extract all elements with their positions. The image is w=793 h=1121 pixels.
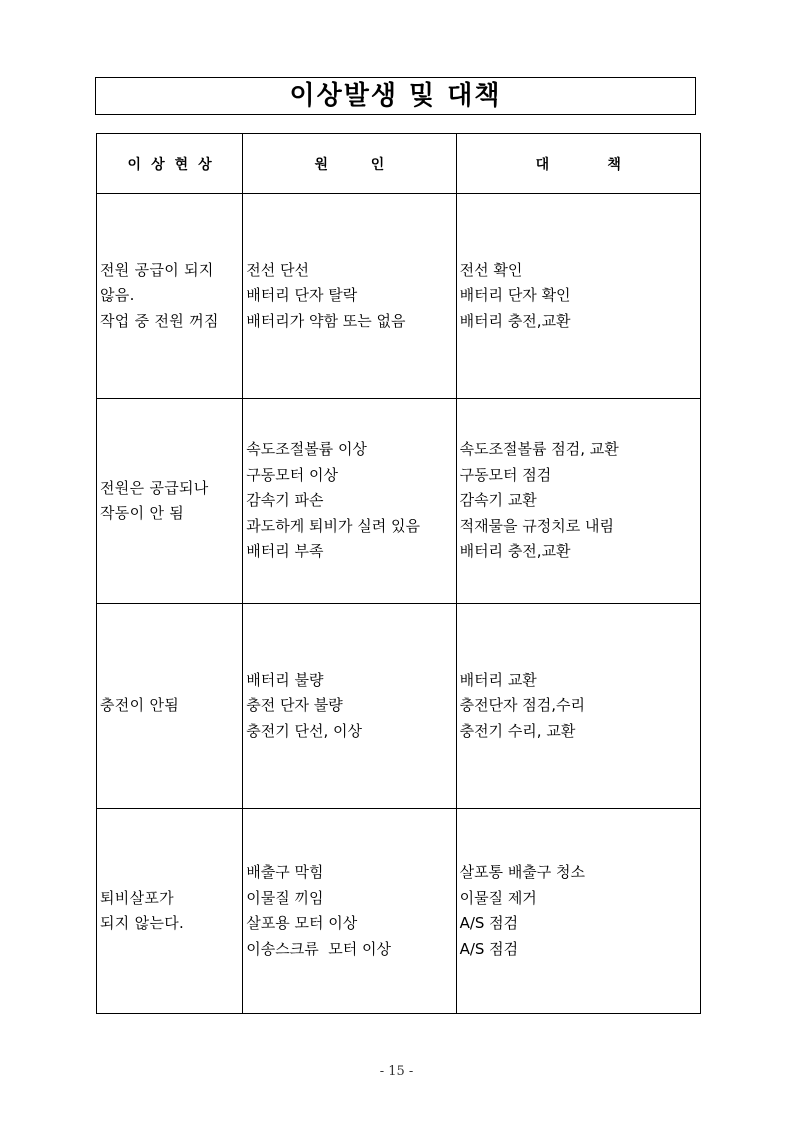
title-box [95, 77, 696, 115]
table-row [97, 399, 701, 604]
header-char: 대 [535, 156, 550, 173]
cause-line: 배터리 부족 [246, 542, 324, 561]
action-cell [456, 194, 700, 399]
page-number: - 15 - [379, 1064, 414, 1079]
action-line: 충전단자 점검,수리 [459, 696, 586, 715]
cause-line: 구동모터 이상 [246, 465, 338, 484]
action-cell [456, 809, 700, 1014]
header-char: 이 [127, 156, 142, 173]
symptom-line: 전원은 공급되나 [100, 478, 209, 497]
symptom-cell [97, 809, 243, 1014]
symptom-cell [97, 604, 243, 809]
action-line: A/S 점검 [459, 939, 519, 958]
header-symptom [97, 134, 243, 194]
cause-line: 배출구 막힘 [246, 863, 324, 881]
action-line: 배터리 교환 [459, 670, 537, 689]
symptom-line: 충전이 안됨 [100, 696, 180, 715]
header-char: 상 [198, 156, 212, 173]
cause-line: 배터리 단자 탈락 [246, 286, 358, 305]
symptom-cell [97, 194, 243, 399]
symptom-line: 않음. [100, 286, 135, 305]
action-line: 충전기 수리, 교환 [459, 721, 576, 740]
header-char: 인 [370, 156, 385, 173]
cause-line: 이송스크류 모터 이상 [246, 939, 391, 958]
page-title: 이상발생 및 대책 [289, 81, 502, 111]
table-header-row [97, 134, 701, 194]
action-line: 속도조절볼륨 점검, 교환 [459, 440, 619, 459]
action-line: 살포통 배출구 청소 [459, 863, 586, 881]
action-cell [456, 604, 700, 809]
cause-line: 전선 단선 [246, 260, 309, 279]
cause-cell [243, 604, 456, 809]
symptom-line: 작업 중 전원 꺼짐 [100, 311, 219, 330]
cause-cell [243, 809, 456, 1014]
table-row [97, 604, 701, 809]
cause-line: 배터리가 약함 또는 없음 [246, 311, 406, 330]
header-cause [243, 134, 456, 194]
symptom-line: 되지 않는다. [100, 914, 185, 932]
header-char: 상 [151, 156, 165, 173]
cause-line: 속도조절볼륨 이상 [246, 440, 367, 459]
cause-line: 충전 단자 불량 [246, 696, 343, 715]
header-action [456, 134, 700, 194]
cause-cell [243, 399, 456, 604]
cause-line: 이물질 끼임 [246, 888, 324, 907]
table-row [97, 809, 701, 1014]
action-line: 전선 확인 [459, 260, 523, 279]
action-line: 배터리 충전,교환 [459, 542, 571, 561]
action-line: 감속기 교환 [459, 491, 537, 510]
header-char: 원 [314, 156, 329, 173]
symptom-line: 퇴비살포가 [100, 888, 174, 907]
symptom-cell [97, 399, 243, 604]
action-line: A/S 점검 [459, 914, 519, 932]
symptom-line: 전원 공급이 되지 [100, 260, 214, 279]
action-line: 적재물을 규정치로 내림 [459, 516, 615, 535]
cause-cell [243, 194, 456, 399]
troubleshooting-table [96, 133, 701, 1014]
cause-line: 감속기 파손 [246, 491, 324, 510]
table-row [97, 194, 701, 399]
header-char: 책 [607, 156, 621, 173]
header-char: 현 [174, 156, 189, 173]
action-line: 배터리 충전,교환 [459, 311, 571, 330]
action-line: 이물질 제거 [459, 888, 537, 907]
cause-line: 배터리 불량 [246, 670, 324, 689]
cause-line: 과도하게 퇴비가 실려 있음 [246, 516, 420, 535]
action-line: 구동모터 점검 [459, 465, 552, 484]
symptom-line: 작동이 안 됨 [100, 504, 185, 522]
cause-line: 충전기 단선, 이상 [246, 721, 362, 740]
cause-line: 살포용 모터 이상 [246, 914, 358, 932]
action-line: 배터리 단자 확인 [459, 286, 571, 305]
action-cell [456, 399, 700, 604]
